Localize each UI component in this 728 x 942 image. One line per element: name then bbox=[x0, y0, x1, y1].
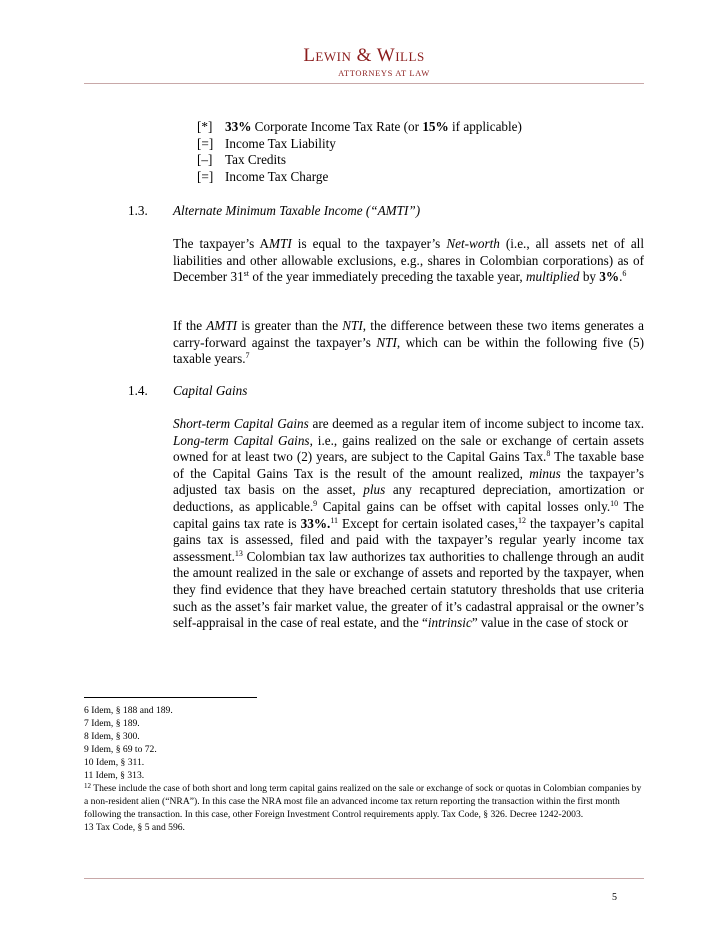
footnote: 6 Idem, § 188 and 189. bbox=[84, 705, 173, 716]
tax-formula bbox=[197, 119, 522, 185]
footnote: $^{12}$ These include the case of both short and long term capital gains realized on the sale or exchange of sock or quotas in Colombian companies by a non-resident alien (“NRA”). In this case the NRA most file an advanced income tax return reporting the transaction within the first month following the transaction. In this case, other Foreign Investment Control requirements apply. Tax Code, § 326. Decree 1242-2003. bbox=[84, 782, 642, 820]
footnote-ref: 6 bbox=[622, 269, 627, 279]
footnote: 13 Tax Code, § 5 and 596. bbox=[84, 822, 185, 833]
footer-divider bbox=[84, 878, 644, 879]
formula-row: [=] Income Tax Charge bbox=[197, 168, 329, 184]
firm-name: Lewin & Wills bbox=[303, 45, 425, 66]
footnote-ref: 11 bbox=[330, 515, 339, 525]
footnote-ref: 7 bbox=[245, 351, 250, 361]
section-number: 1.4. bbox=[128, 383, 148, 398]
footnote-ref: 8 bbox=[546, 449, 551, 459]
formula-operator: [=] bbox=[197, 168, 214, 184]
footnote-ref: 12 bbox=[518, 515, 527, 525]
formula-row: [–] Tax Credits bbox=[197, 152, 286, 168]
section-heading-1-4 bbox=[128, 383, 247, 400]
footnotes bbox=[84, 704, 644, 834]
formula-operator: [=] bbox=[197, 135, 214, 151]
footnote-ref: 9 bbox=[313, 498, 318, 508]
footnote: 7 Idem, § 189. bbox=[84, 718, 140, 729]
formula-row: [*] 33% Corporate Income Tax Rate (or 15% if applicable) bbox=[197, 119, 522, 134]
formula-operator: [–] bbox=[197, 152, 213, 168]
section-heading-1-3 bbox=[128, 203, 420, 220]
footnote: 8 Idem, § 300. bbox=[84, 731, 140, 742]
paragraph-capital-gains: Short-term Capital Gains are deemed as a regular item of income subject to income tax. Long-term Capital Gains, i.e., gains realized on the sale or exchange of certain assets owned for at least two (2) years, are subject to the Capital Gains Tax.$^8$ The taxable base of the Capital Gains Tax is the result of the amount realized, minus the taxpayer’s adjusted tax basis on the asset, plus any recaptured depreciation, amortization or deductions, as applicable.$^9$ Capital gains can be offset with capital losses only.$^{10}$ The capital gains tax rate is 33%.$^{11}$ Except for certain isolated cases,$^{12}$ the taxpayer’s capital gains tax is assessed, filed and paid with the taxpayer’s regular yearly income tax assessment.$^{13}$ Colombian tax law authorizes tax authorities to challenge through an audit the amount realized in the sale or exchange of assets and reported by the taxpayer, when they find evidence that they have breached certain statutory thresholds that use criteria such as the asset’s fair market value, the greater of it’s cadastral appraisal or the owner’s self-appraisal in the case of real estate, and the “intrinsic” value in the case of stock or bbox=[173, 416, 645, 631]
formula-operator: [*] bbox=[197, 119, 213, 134]
paragraph-amti-definition: The taxpayer’s AMTI is equal to the taxpayer’s Net-worth (i.e., all assets net of all liabilities and other allowable exclusions, e.g., shares in Colombian corporations) as of December 31st of the year immediately preceding the taxable year, multiplied by 3%.$^6$ bbox=[173, 236, 645, 285]
footnote-ref: 13 bbox=[234, 548, 243, 558]
footnote: 11 Idem, § 313. bbox=[84, 770, 145, 781]
header-divider bbox=[84, 83, 644, 84]
footnote: 9 Idem, § 69 to 72. bbox=[84, 744, 157, 755]
firm-tagline: ATTORNEYS AT LAW bbox=[338, 68, 430, 78]
page-number: 5 bbox=[612, 892, 617, 903]
footnote-ref: 10 bbox=[610, 498, 619, 508]
footnote: 10 Idem, § 311. bbox=[84, 757, 145, 768]
section-number: 1.3. bbox=[128, 203, 148, 218]
formula-row: [=] Income Tax Liability bbox=[197, 135, 336, 151]
footnote-separator bbox=[84, 697, 257, 698]
section-title: Alternate Minimum Taxable Income (“AMTI”) bbox=[173, 203, 421, 218]
section-title: Capital Gains bbox=[173, 383, 248, 398]
letterhead bbox=[0, 46, 728, 79]
paragraph-amti-carry-forward: If the AMTI is greater than the NTI, the difference between these two items generates a carry-forward against the taxpayer’s NTI, which can be within the following five (5) taxable years.$^7$ bbox=[173, 318, 644, 367]
